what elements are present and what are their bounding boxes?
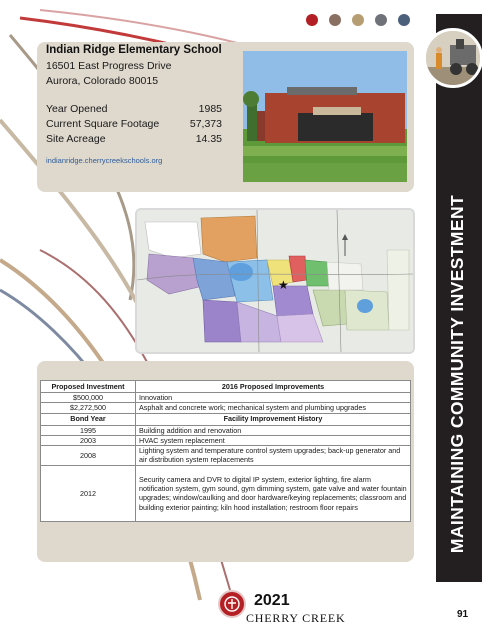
accent-dot [329,14,341,26]
school-website-link[interactable]: indianridge.cherrycreekschools.org [46,156,163,165]
table-row [41,425,411,435]
bond-year-header: Bond Year [41,413,136,425]
construction-photo [423,28,483,88]
side-title: MAINTAINING COMMUNITY INVESTMENT [447,194,467,554]
district-logo-icon [218,590,246,618]
proposed-improvements-title: 2016 Proposed Improvements [136,381,411,393]
stat-label: Site Acreage [46,133,106,145]
stat-value: 1985 [198,103,222,115]
school-building-photo [243,51,407,182]
investment-description: Asphalt and concrete work; mechanical system and plumbing upgrades [136,403,411,413]
stat-label: Current Square Footage [46,118,160,130]
proposed-investment-header: Proposed Investment [41,381,136,393]
svg-text:★: ★ [278,278,289,292]
address-line-1: 16501 East Progress Drive [46,60,172,72]
bond-year: 1995 [41,425,136,435]
accent-dot [375,14,387,26]
improvements-table [40,380,411,522]
table-row [41,393,411,403]
investment-description: Innovation [136,393,411,403]
bond-year: 2012 [41,465,136,521]
table-row [41,465,411,521]
table-row [41,403,411,413]
stat-label: Year Opened [46,103,108,115]
school-name: Indian Ridge Elementary School [46,44,222,56]
attendance-area-map [135,208,415,354]
history-description: Lighting system and temperature control system upgrades; back-up generator and air distribution system replacements [136,446,411,466]
accent-dot [398,14,410,26]
table-row [41,446,411,466]
bond-year: 2003 [41,435,136,445]
facility-history-title: Facility Improvement History [136,413,411,425]
accent-dots [306,14,410,26]
history-description: HVAC system replacement [136,435,411,445]
stat-value: 57,373 [189,118,222,130]
page-number: 91 [457,609,469,620]
stat-row [46,118,222,130]
stat-value: 14.35 [195,133,222,145]
history-description: Security camera and DVR to digital IP system, exterior lighting, fire alarm notification system, gym sound, gym dimming system, gate valve and water fountain upgrades; window/caulking and door hardware/keying replacements; classroom and building exterior painting; kiln hood installation; restroom floor repairs [136,465,411,521]
stat-row [46,133,222,145]
bond-year: 2008 [41,446,136,466]
accent-dot [306,14,318,26]
footer-year: 2021 [254,592,290,609]
address-line-2: Aurora, Colorado 80015 [46,75,159,87]
investment-amount: $500,000 [41,393,136,403]
table-row [41,435,411,445]
investment-amount: $2,272,500 [41,403,136,413]
accent-dot [352,14,364,26]
history-description: Building addition and renovation [136,425,411,435]
stat-row [46,103,222,115]
footer-district-name: CHERRY CREEK [246,611,346,625]
